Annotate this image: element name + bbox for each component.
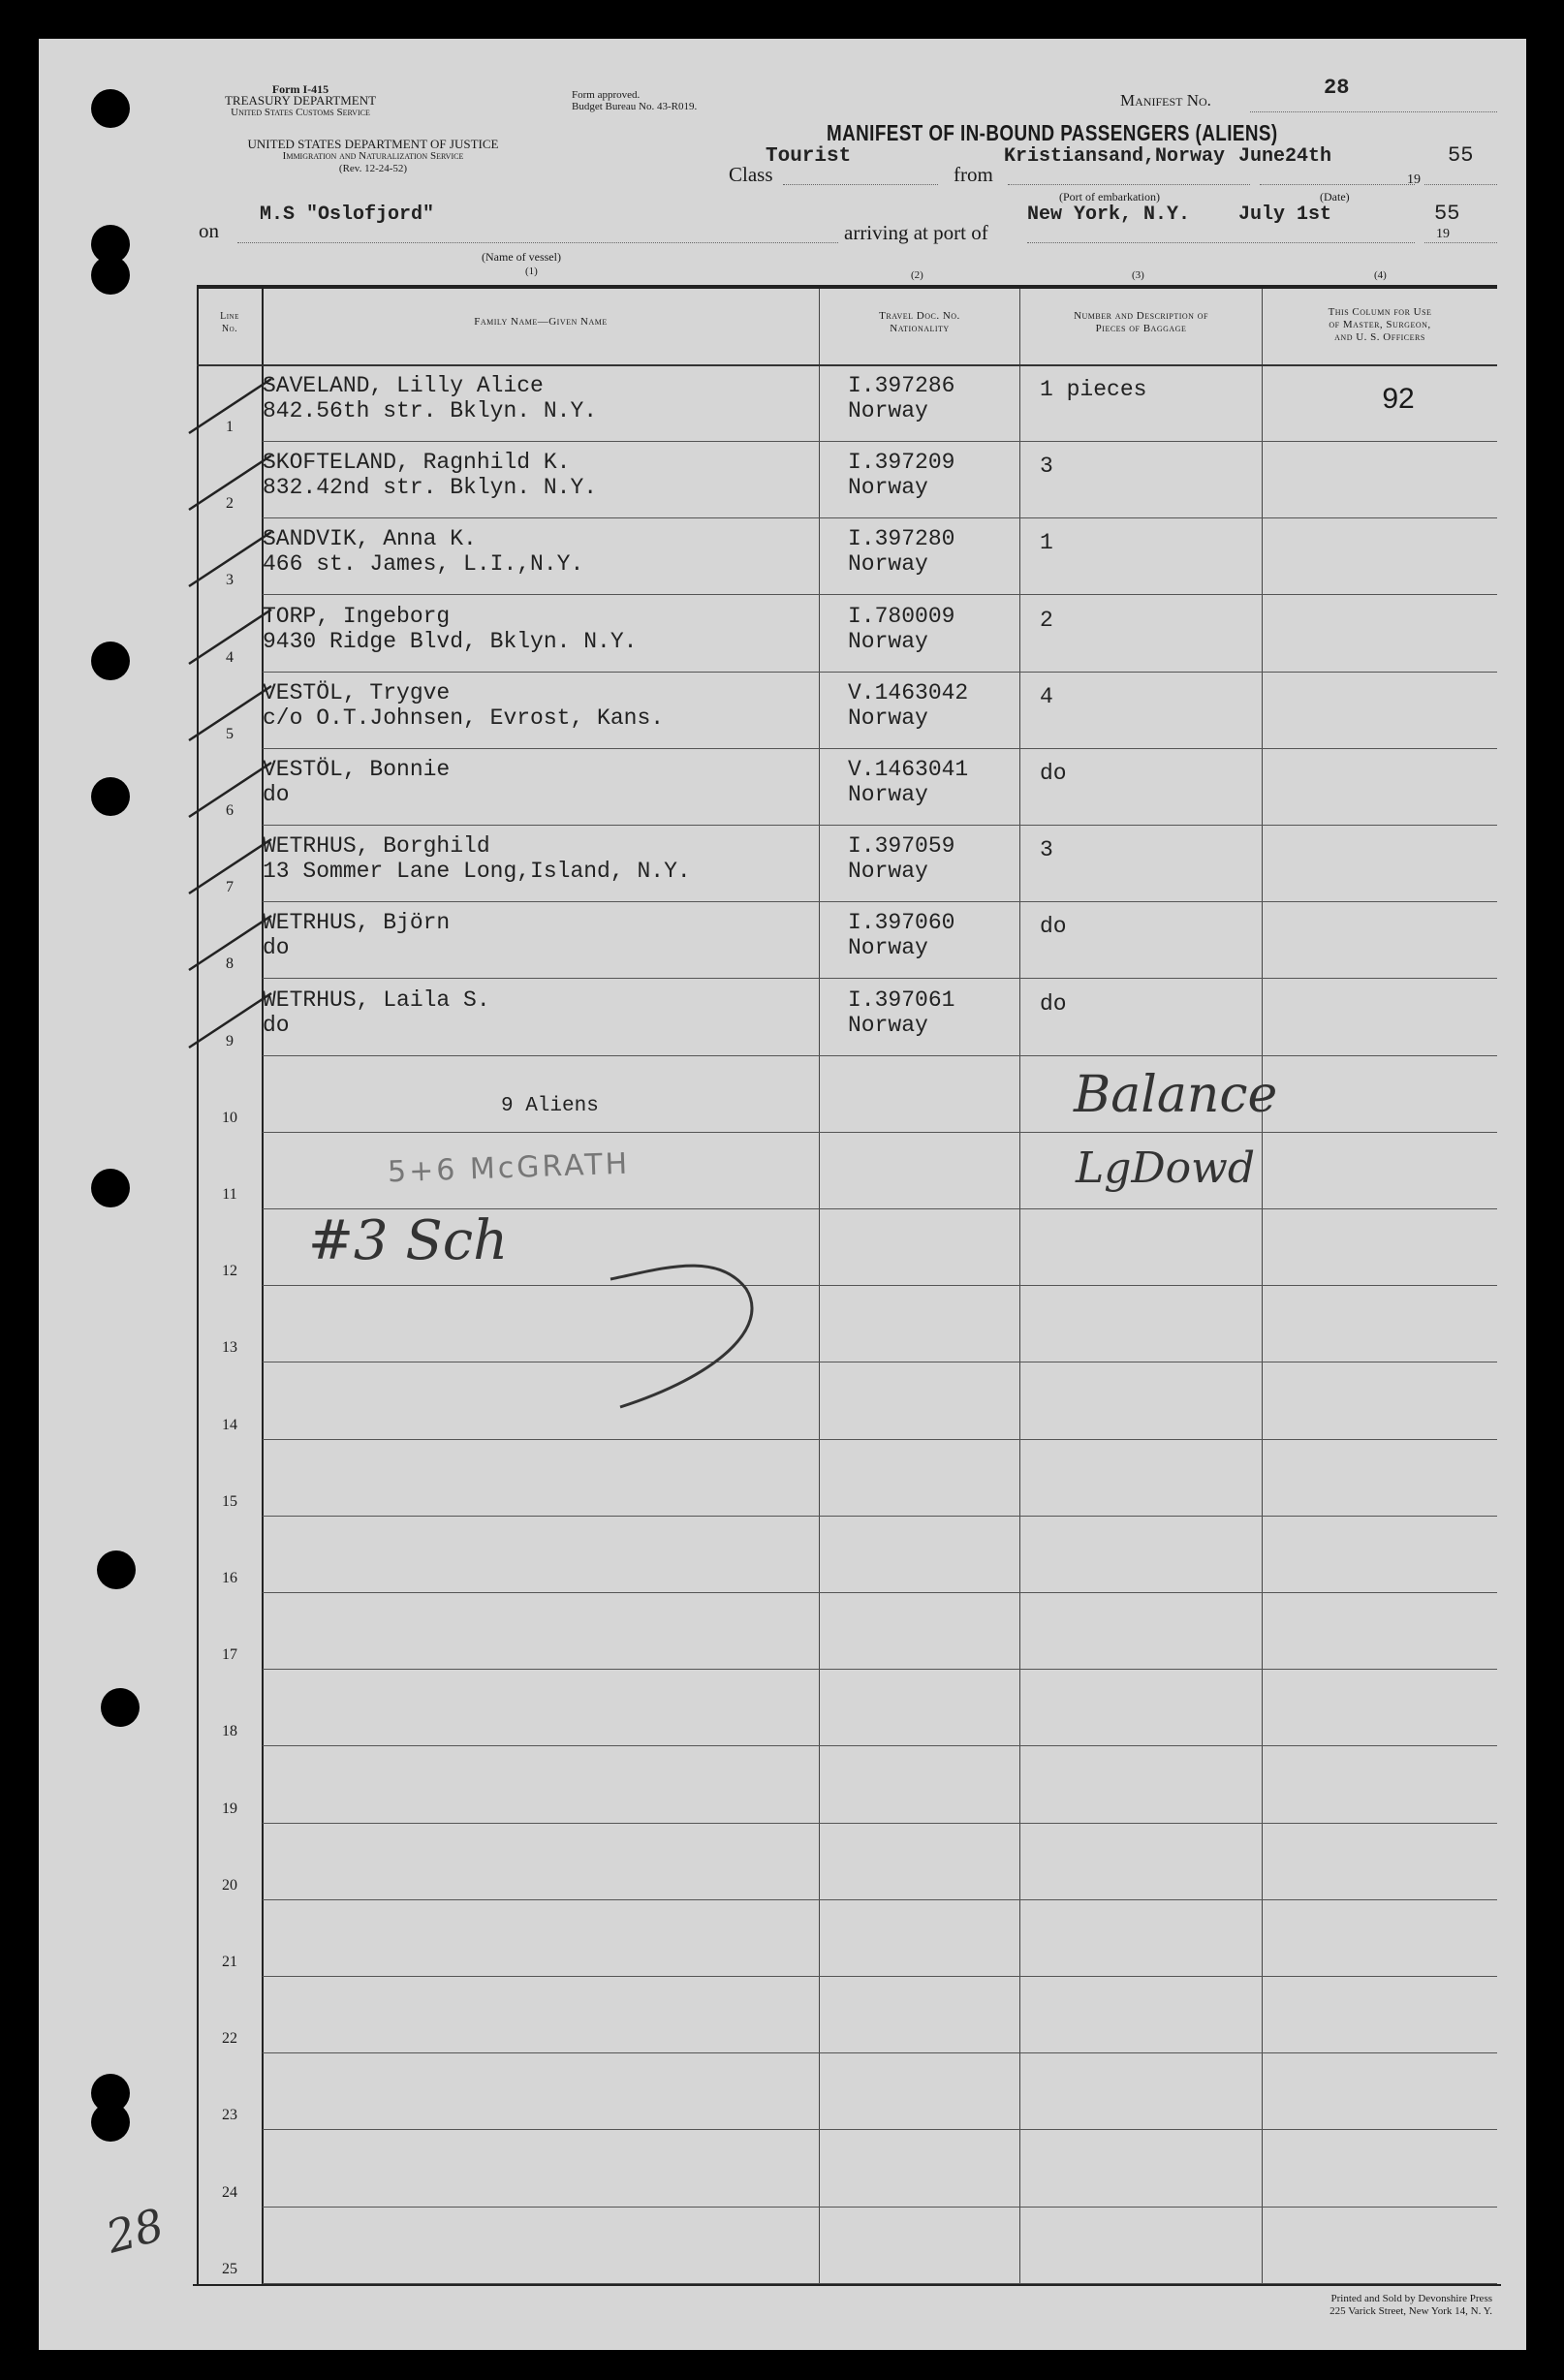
arrival-date: July 1st — [1238, 204, 1332, 226]
passenger-address: 9430 Ridge Blvd, Bklyn. N.Y. — [263, 628, 638, 654]
punch-hole — [101, 1688, 140, 1727]
nationality: Norway — [848, 859, 928, 885]
check-mark — [179, 757, 296, 825]
check-mark — [179, 604, 296, 672]
travel-doc — [848, 680, 1022, 731]
passenger-address: 13 Sommer Lane Long,Island, N.Y. — [263, 859, 691, 885]
table-row — [197, 749, 1497, 826]
table-row — [197, 365, 1497, 442]
line-number: 10 — [222, 1109, 237, 1126]
col-num-3: (3) — [1132, 269, 1144, 281]
customs-service: United States Customs Service — [231, 107, 370, 118]
printer-credit: Printed and Sold by Devonshire Press 225 Varick Street, New York 14, N. Y. — [1329, 2293, 1492, 2317]
col-num-4: (4) — [1374, 269, 1387, 281]
baggage-count: 3 — [1040, 454, 1053, 480]
nationality: Norway — [848, 628, 928, 654]
nationality: Norway — [848, 398, 928, 423]
vessel-name: M.S "Oslofjord" — [260, 204, 435, 226]
family-given-name: SKOFTELAND, Ragnhild K. — [263, 450, 571, 476]
travel-doc-number: V.1463042 — [848, 679, 969, 705]
line-number: 16 — [222, 1570, 237, 1586]
passenger-name — [263, 373, 820, 423]
inspector-stamp: 5+6 McGRATH — [387, 1146, 631, 1190]
baggage-count: do — [1040, 914, 1067, 940]
baggage-count: do — [1040, 761, 1067, 786]
line-number: 18 — [222, 1723, 237, 1740]
passenger-address: do — [263, 935, 290, 961]
baggage-count: do — [1040, 990, 1067, 1017]
check-mark — [179, 987, 296, 1055]
table-row — [197, 1440, 1497, 1517]
approval-block — [572, 89, 697, 112]
arrival-year: 55 — [1434, 202, 1460, 226]
from-label: from — [954, 163, 993, 186]
passenger-address: c/o O.T.Johnsen, Evrost, Kans. — [263, 705, 665, 731]
line-number: 23 — [222, 2107, 237, 2124]
manifest-number: 28 — [1324, 76, 1350, 100]
passenger-address: 832.42nd str. Bklyn. N.Y. — [263, 475, 598, 501]
line-number: 6 — [226, 802, 234, 819]
table-row — [197, 2131, 1497, 2208]
on-label: on — [199, 219, 219, 242]
travel-doc — [848, 526, 1022, 577]
table-row — [197, 1593, 1497, 1670]
family-given-name: WETRHUS, Björn — [263, 910, 451, 936]
table-row — [197, 2053, 1497, 2130]
travel-doc-number: I.397286 — [848, 373, 955, 398]
col-head-baggage: Number and Description of Pieces of Baggage — [1074, 310, 1208, 334]
passenger-name — [263, 604, 820, 654]
line-number: 12 — [222, 1263, 237, 1280]
table-row — [197, 1517, 1497, 1593]
passenger-address: do — [263, 1012, 290, 1038]
form-approved: Form approved. — [572, 89, 641, 101]
vessel-caption: (Name of vessel) — [482, 250, 561, 264]
table-row — [197, 518, 1497, 595]
table-row — [197, 1900, 1497, 1977]
check-mark — [179, 680, 296, 748]
punch-hole — [91, 1169, 130, 1207]
family-given-name: SANDVIK, Anna K. — [263, 526, 477, 552]
travel-doc — [848, 604, 1022, 654]
family-given-name: WETRHUS, Borghild — [263, 833, 490, 860]
punch-hole — [91, 777, 130, 816]
passenger-address: 466 st. James, L.I.,N.Y. — [263, 551, 584, 578]
handwritten-flourish — [601, 1240, 775, 1425]
col-head-officers: This Column for Use of Master, Surgeon, and U. S. Officers — [1328, 306, 1432, 343]
aliens-total: 9 Aliens — [501, 1095, 599, 1117]
passenger-name — [263, 450, 820, 500]
punch-hole — [91, 89, 130, 128]
nationality: Norway — [848, 935, 928, 961]
handwritten-note: #3 Sch — [308, 1209, 509, 1272]
line-number: 2 — [226, 495, 234, 513]
passenger-name — [263, 526, 820, 577]
passenger-address: 842.56th str. Bklyn. N.Y. — [263, 398, 598, 423]
arriving-label: arriving at port of — [844, 221, 988, 244]
travel-doc — [848, 757, 1022, 807]
ins-line: Immigration and Naturalization Service — [282, 150, 464, 162]
baggage-count: 3 — [1040, 837, 1053, 863]
nationality: Norway — [848, 475, 928, 501]
justice-block — [194, 138, 552, 175]
budget-bureau: Budget Bureau No. 43-R019. — [572, 101, 698, 112]
year-prefix: 19 — [1407, 172, 1421, 187]
table-row — [197, 1977, 1497, 2053]
table-row — [197, 826, 1497, 902]
line-number: 7 — [226, 879, 234, 896]
table-row — [197, 980, 1497, 1056]
travel-doc-number: V.1463041 — [848, 757, 969, 782]
family-given-name: SAVELAND, Lilly Alice — [263, 373, 544, 398]
punch-hole — [91, 2103, 130, 2142]
table-row — [197, 673, 1497, 749]
officer-signature: LgDowd — [1076, 1143, 1255, 1193]
punch-hole — [97, 1550, 136, 1589]
punch-hole — [91, 256, 130, 295]
baggage-count: 4 — [1040, 683, 1053, 709]
passenger-name — [263, 757, 820, 807]
col-num-2: (2) — [911, 269, 923, 281]
travel-doc-number: I.397060 — [848, 910, 955, 936]
check-mark — [179, 450, 296, 517]
line-number: 13 — [222, 1339, 237, 1357]
form-header-block — [199, 83, 402, 118]
travel-doc — [848, 373, 1022, 423]
check-mark — [179, 910, 296, 978]
vessel-colnum: (1) — [525, 266, 538, 277]
family-given-name: VESTÖL, Bonnie — [263, 757, 451, 782]
check-mark — [179, 526, 296, 594]
table-bottom-rule — [193, 2284, 1501, 2286]
punch-hole — [91, 642, 130, 680]
table-row — [197, 596, 1497, 673]
line-number: 3 — [226, 572, 234, 589]
col-head-name: Family Name—Given Name — [474, 316, 608, 328]
travel-doc-number: I.780009 — [848, 603, 955, 629]
table-row — [197, 1824, 1497, 1900]
margin-mark: 28 — [101, 2198, 170, 2264]
family-given-name: VESTÖL, Trygve — [263, 679, 451, 705]
treasury-dept: TREASURY DEPARTMENT — [224, 93, 377, 108]
line-number: 20 — [222, 1876, 237, 1894]
departure-date: June24th — [1238, 145, 1332, 168]
col-head-doc: Travel Doc. No. Nationality — [879, 310, 960, 334]
line-number: 1 — [226, 419, 234, 435]
nationality: Norway — [848, 705, 928, 731]
passenger-name — [263, 680, 820, 731]
date-caption: (Date) — [1320, 190, 1350, 204]
travel-doc — [848, 833, 1022, 884]
page-title: MANIFEST OF IN-BOUND PASSENGERS (ALIENS) — [827, 120, 1278, 145]
line-number: 22 — [222, 2030, 237, 2048]
line-number: 25 — [222, 2260, 237, 2277]
baggage-count: 1 pieces — [1040, 377, 1147, 402]
travel-doc-number: I.397280 — [848, 526, 955, 552]
table-row — [197, 1056, 1497, 1133]
row-rule — [263, 2283, 1497, 2284]
passenger-name — [263, 910, 820, 960]
class-label: Class — [729, 163, 773, 186]
line-number: 8 — [226, 955, 234, 973]
revision: (Rev. 12-24-52) — [338, 163, 408, 174]
from-value: Kristiansand,Norway — [1004, 145, 1226, 168]
line-number: 11 — [222, 1186, 237, 1203]
table-row — [197, 442, 1497, 518]
balance-note: Balance — [1074, 1066, 1278, 1124]
travel-doc — [848, 910, 1022, 960]
passenger-address: do — [263, 782, 290, 807]
year-value: 55 — [1448, 143, 1474, 168]
table-row — [197, 902, 1497, 979]
line-number: 19 — [222, 1800, 237, 1817]
passenger-name — [263, 987, 820, 1038]
officer-use-value: 92 — [1382, 383, 1415, 415]
table-row — [197, 1747, 1497, 1824]
line-number: 21 — [222, 1954, 237, 1970]
nationality: Norway — [848, 1012, 928, 1038]
table-row — [197, 1670, 1497, 1746]
table-row — [197, 1363, 1497, 1440]
form-number: Form I-415 — [271, 82, 329, 96]
manifest-no-label: Manifest No. — [1120, 91, 1211, 110]
line-number: 4 — [226, 648, 234, 666]
nationality: Norway — [848, 782, 928, 807]
passenger-name — [263, 833, 820, 884]
travel-doc-number: I.397061 — [848, 986, 955, 1013]
line-number: 15 — [222, 1492, 237, 1510]
table-top-rule — [197, 285, 1497, 289]
travel-doc-number: I.397059 — [848, 833, 955, 860]
table-row — [197, 2208, 1497, 2284]
baggage-count: 2 — [1040, 607, 1053, 633]
travel-doc — [848, 450, 1022, 500]
check-mark — [179, 833, 296, 901]
baggage-count: 1 — [1040, 530, 1053, 556]
family-given-name: TORP, Ingeborg — [263, 603, 451, 629]
col-head-line: Line No. — [220, 311, 239, 334]
arrival-year-prefix: 19 — [1436, 227, 1450, 241]
line-number: 24 — [222, 2183, 237, 2201]
arrival-port: New York, N.Y. — [1027, 204, 1191, 226]
line-number: 14 — [222, 1416, 237, 1433]
line-number: 5 — [226, 725, 234, 742]
port-embarkation-caption: (Port of embarkation) — [1059, 190, 1160, 204]
line-number: 9 — [226, 1032, 234, 1049]
travel-doc-number: I.397209 — [848, 450, 955, 476]
justice-dept: UNITED STATES DEPARTMENT OF JUSTICE — [247, 137, 499, 151]
travel-doc — [848, 987, 1022, 1038]
check-mark — [179, 373, 296, 441]
family-given-name: WETRHUS, Laila S. — [263, 986, 490, 1013]
nationality: Norway — [848, 551, 928, 578]
class-value: Tourist — [766, 145, 852, 168]
table-row — [197, 1286, 1497, 1362]
line-number: 17 — [222, 1646, 237, 1664]
